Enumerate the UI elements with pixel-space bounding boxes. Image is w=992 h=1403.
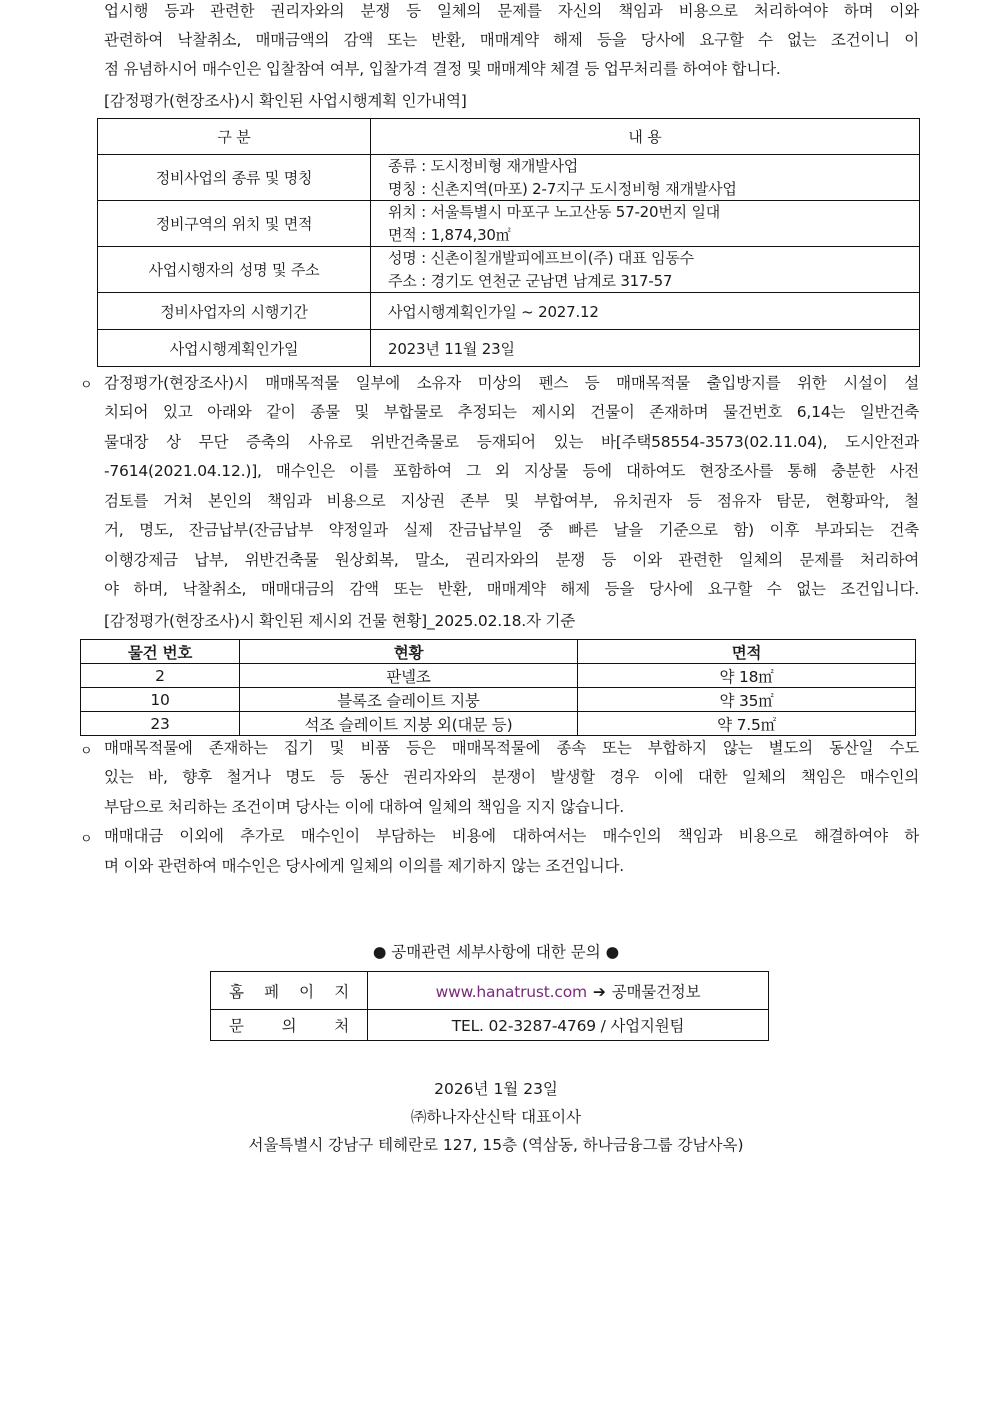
contact-title: ● 공매관련 세부사항에 대한 문의 ● bbox=[372, 943, 620, 961]
header-content: 내 용 bbox=[371, 119, 920, 155]
paragraph-line: 매매목적물에 존재하는 집기 및 비품 등은 매매목적물에 종속 또는 부합하지 않는 별도의 동산일 수도 bbox=[104, 739, 919, 757]
cell-status: 판넬조 bbox=[240, 664, 578, 688]
cell-area: 약 35㎡ bbox=[578, 688, 916, 712]
homepage-label: 홈 페 이 지 bbox=[211, 972, 368, 1010]
row-value: 명칭 : 신촌지역(마포) 2-7지구 도시정비형 재개발사업 bbox=[388, 179, 737, 198]
cell-item-number: 2 bbox=[81, 664, 240, 688]
paragraph-line: 며 이와 관련하여 매수인은 당사에게 일체의 이의를 제기하지 않는 조건입니다. bbox=[104, 857, 625, 875]
inquiry-value: TEL. 02-3287-4769 / 사업지원팀 bbox=[368, 1010, 769, 1041]
paragraph-line: 거, 명도, 잔금납부(잔금납부 약정일과 실제 잔금납부일 중 빠른 날을 기준으로 함) 이후 부과되는 건축 bbox=[104, 521, 919, 539]
extra-buildings-table bbox=[80, 639, 916, 736]
homepage-link[interactable]: www.hanatrust.com bbox=[435, 982, 587, 1001]
row-value: 종류 : 도시정비형 재개발사업 bbox=[388, 157, 579, 175]
paragraph-line: 치되어 있고 아래와 같이 종물 및 부합물로 추정되는 제시외 건물이 존재하며 물건번호 6,14는 일반건축 bbox=[104, 403, 919, 421]
table-row bbox=[98, 201, 920, 247]
row-value: 성명 : 신촌이칠개발피에프브이(주) 대표 임동수 bbox=[388, 249, 694, 267]
table1-caption: [감정평가(현장조사)시 확인된 사업시행계획 인가내역] bbox=[104, 92, 467, 110]
cell-status: 석조 슬레이트 지붕 외(대문 등) bbox=[240, 712, 578, 736]
row-label: 사업시행계획인가일 bbox=[98, 330, 371, 367]
header-category: 구 분 bbox=[98, 119, 371, 155]
paragraph-line: 감정평가(현장조사)시 매매목적물 일부에 소유자 미상의 펜스 등 매매목적물 출입방지를 위한 시설이 설 bbox=[104, 374, 919, 392]
row-value: 2023년 11월 23일 bbox=[371, 330, 920, 367]
table-header-row bbox=[81, 640, 916, 664]
cell-item-number: 10 bbox=[81, 688, 240, 712]
footer-company: ㈜하나자산신탁 대표이사 bbox=[410, 1108, 582, 1126]
row-label: 정비사업자의 시행기간 bbox=[98, 293, 371, 330]
homepage-section: 공매물건정보 bbox=[611, 982, 701, 1001]
paragraph-line: 검토를 거쳐 본인의 책임과 비용으로 지상권 존부 및 부합여부, 유치권자 등 점유자 탐문, 현황파악, 철 bbox=[104, 492, 919, 510]
table-row bbox=[98, 293, 920, 330]
header-status: 현황 bbox=[240, 640, 578, 664]
table2-caption: [감정평가(현장조사)시 확인된 제시외 건물 현황]_2025.02.18.자 기준 bbox=[104, 612, 576, 630]
arrow-right-icon: ➔ bbox=[592, 982, 606, 1001]
header-item-number: 물건 번호 bbox=[81, 640, 240, 664]
table-row bbox=[98, 330, 920, 367]
row-value: 사업시행계획인가일 ~ 2027.12 bbox=[371, 293, 920, 330]
contact-table bbox=[210, 971, 769, 1041]
intro-line: 점 유념하시어 매수인은 입찰참여 여부, 입찰가격 결정 및 매매계약 체결 등 업무처리를 하여야 합니다. bbox=[104, 60, 781, 78]
footer-date: 2026년 1월 23일 bbox=[434, 1080, 558, 1098]
table-row bbox=[81, 688, 916, 712]
paragraph-line: 이행강제금 납부, 위반건축물 원상회복, 말소, 권리자와의 분쟁 등 이와 관련한 일체의 문제를 처리하여 bbox=[104, 551, 919, 569]
intro-line: 업시행 등과 관련한 권리자와의 분쟁 등 일체의 문제를 자신의 책임과 비용으로 처리하여야 하며 이와 bbox=[104, 2, 919, 20]
cell-status: 블록조 슬레이트 지붕 bbox=[240, 688, 578, 712]
table-row bbox=[211, 972, 769, 1010]
table-row bbox=[98, 155, 920, 201]
row-value: 위치 : 서울특별시 마포구 노고산동 57-20번지 일대 bbox=[388, 203, 721, 221]
paragraph-line: 야 하며, 낙찰취소, 매매대금의 감액 또는 반환, 매매계약 해제 등을 당사에 요구할 수 없는 조건입니다. bbox=[104, 580, 919, 598]
row-label: 정비사업의 종류 및 명칭 bbox=[98, 155, 371, 201]
table-header-row bbox=[98, 119, 920, 155]
business-plan-table bbox=[97, 118, 920, 367]
row-value: 면적 : 1,874,30㎡ bbox=[388, 225, 511, 244]
cell-item-number: 23 bbox=[81, 712, 240, 736]
paragraph-line: -7614(2021.04.12.)], 매수인은 이를 포함하여 그 외 지상물 등에 대하여도 현장조사를 통해 충분한 사전 bbox=[104, 462, 919, 480]
paragraph-line: 매매대금 이외에 추가로 매수인이 부담하는 비용에 대하여서는 매수인의 책임과 비용으로 해결하여야 하 bbox=[104, 827, 919, 845]
paragraph-line: 물대장 상 무단 증축의 사유로 위반건축물로 등재되어 있는 바[주택58554-3573(02.11.04), 도시안전과 bbox=[104, 433, 919, 451]
table-row bbox=[81, 664, 916, 688]
row-label: 정비구역의 위치 및 면적 bbox=[98, 201, 371, 247]
header-area: 면적 bbox=[578, 640, 916, 664]
inquiry-label: 문 의 처 bbox=[211, 1010, 368, 1041]
row-label: 사업시행자의 성명 및 주소 bbox=[98, 247, 371, 293]
paragraph-line: 있는 바, 향후 철거나 명도 등 동산 권리자와의 분쟁이 발생할 경우 이에 대한 일체의 책임은 매수인의 bbox=[104, 768, 919, 786]
cell-area: 약 18㎡ bbox=[578, 664, 916, 688]
intro-line: 관련하여 낙찰취소, 매매금액의 감액 또는 반환, 매매계약 해제 등을 당사에 요구할 수 없는 조건이니 이 bbox=[104, 31, 919, 49]
paragraph-line: 부담으로 처리하는 조건이며 당사는 이에 대하여 일체의 책임을 지지 않습니다. bbox=[104, 798, 625, 816]
row-value: 주소 : 경기도 연천군 군남면 남계로 317-57 bbox=[388, 271, 673, 290]
bullet-icon: ㅇ bbox=[80, 832, 93, 847]
table-row bbox=[98, 247, 920, 293]
table-row bbox=[81, 712, 916, 736]
bullet-icon: ㅇ bbox=[80, 378, 93, 393]
footer-address: 서울특별시 강남구 테헤란로 127, 15층 (역삼동, 하나금융그룹 강남사옥) bbox=[248, 1136, 744, 1154]
cell-area: 약 7.5㎡ bbox=[578, 712, 916, 736]
bullet-icon: ㅇ bbox=[80, 744, 93, 759]
homepage-value bbox=[368, 972, 769, 1010]
table-row bbox=[211, 1010, 769, 1041]
